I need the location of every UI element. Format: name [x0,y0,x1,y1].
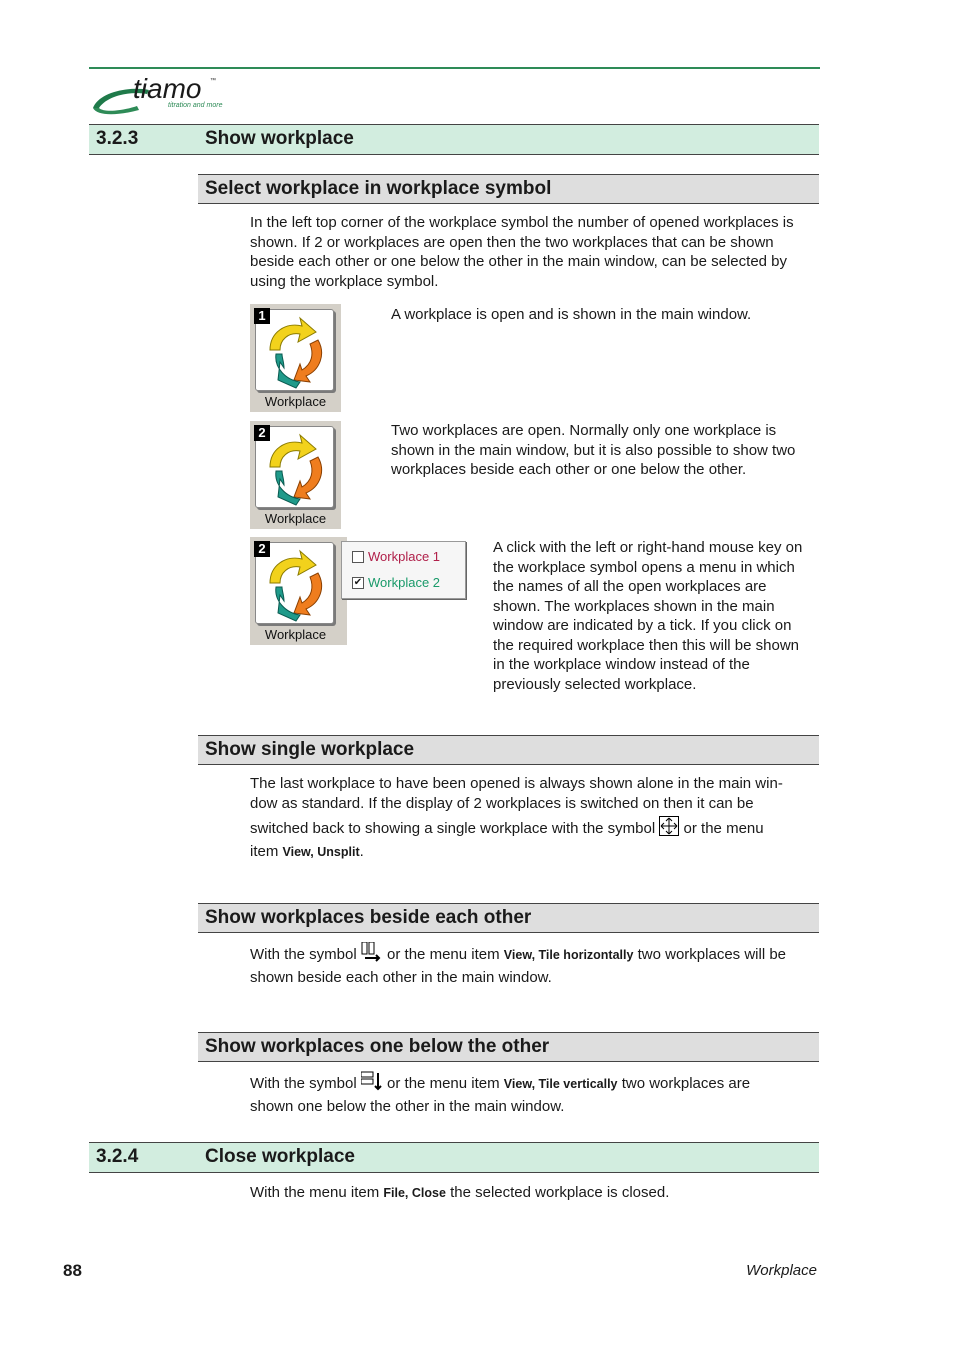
workplace-symbol-1[interactable] [250,304,341,412]
text-line [250,816,820,842]
section-number: 3.2.4 [96,1146,139,1167]
subsection-header-select [198,174,819,204]
text-line [250,842,820,863]
select-intro: In the left top corner of the workplace symbol the number of opened workplaces is shown. If 2 or workplaces are open then the two workplaces that can be shown beside each other or one below the other in the main window, can be selected by using the workplace symbol. [250,214,794,290]
text-span: the selected workplace is closed. [450,1184,670,1201]
menu-reference: View, Unsplit [282,844,360,859]
subsection-title: Show single workplace [205,739,415,760]
workplace-count-badge: 2 [254,425,270,441]
subsection-title: Show workplaces one below the other [205,1036,550,1057]
footer-title: Workplace [746,1262,817,1279]
svg-text:tiamo: tiamo [133,73,202,104]
text-span: With the menu item [250,1184,380,1201]
section-header-3-2-3 [89,124,819,155]
item3-description: A click with the left or right-hand mouse key on the workplace symbol opens a menu in which the names of all the open workplaces are shown. The workplaces shown in the main window are indicated by a tick. If you click on the required workplace then this will be shown in the workplace window instead of the previously selected workplace. [493,539,803,693]
workplace-symbol-2[interactable] [250,421,341,529]
subsection-header-below [198,1032,819,1062]
text-span: With the symbol [250,1075,357,1092]
below-paragraph [250,1071,820,1116]
section-title: Close workplace [205,1146,355,1167]
text-line: dow as standard. If the display of 2 workplaces is switched on then it can be [250,794,754,812]
workplace-symbol-label: Workplace [264,394,327,409]
tile-vertically-icon [361,1071,383,1097]
text-line [250,942,820,968]
menu-item-label: Workplace 2 [368,575,441,590]
header-rule [89,67,820,69]
subsection-title: Show workplaces beside each other [205,907,532,928]
item2-description: Two workplaces are open. Normally only one workplace is shown in the main window, but it is also possible to show two workplaces beside each other or one below the other. [391,422,796,478]
text-line: shown one below the other in the main window. [250,1097,565,1115]
text-span: or the menu item [387,946,500,963]
tiamo-logo [89,72,239,120]
text-line: shown beside each other in the main window. [250,968,552,986]
text-span: With the symbol [250,946,357,963]
workplace-symbol-label: Workplace [264,627,327,642]
workplace-count-badge: 1 [254,308,270,324]
menu-reference: View, Tile horizontally [503,948,634,962]
svg-text:™: ™ [210,78,216,84]
section-title: Show workplace [205,128,354,149]
subsection-title: Select workplace in workplace symbol [205,178,552,199]
checkbox-unchecked[interactable] [352,551,364,563]
text-span: two workplaces will be [637,946,787,963]
svg-text:titration and more: titration and more [168,102,223,109]
beside-paragraph [250,942,820,987]
checkbox-checked[interactable]: ✔ [353,577,363,588]
tile-horizontally-icon [361,942,383,968]
section-header-3-2-4 [89,1142,819,1173]
single-paragraph [250,774,820,862]
text-span: two workplaces are [621,1075,751,1092]
text-span: item [250,842,279,860]
text-span: or the menu item [387,1075,500,1092]
text-span: switched back to showing a single workplace with the symbol [250,820,656,837]
section-number: 3.2.3 [96,128,139,149]
text-line: The last workplace to have been opened is always shown alone in the main win- [250,775,783,792]
unsplit-icon [659,816,679,842]
item1-description: A workplace is open and is shown in the main window. [391,306,752,323]
menu-reference: File, Close [383,1186,446,1200]
subsection-header-single [198,735,819,765]
text-span: . [359,842,364,860]
page-number: 88 [63,1261,82,1280]
text-span: or the menu [683,820,764,837]
menu-item-label: Workplace 1 [368,549,441,564]
workplace-count-badge: 2 [254,541,270,557]
workplace-popup-menu [341,541,466,599]
subsection-header-beside [198,903,819,933]
close-paragraph [250,1183,820,1204]
workplace-symbol-3[interactable] [250,537,341,645]
menu-reference: View, Tile vertically [503,1077,618,1091]
text-line [250,1071,820,1097]
workplace-symbol-label: Workplace [264,511,327,526]
